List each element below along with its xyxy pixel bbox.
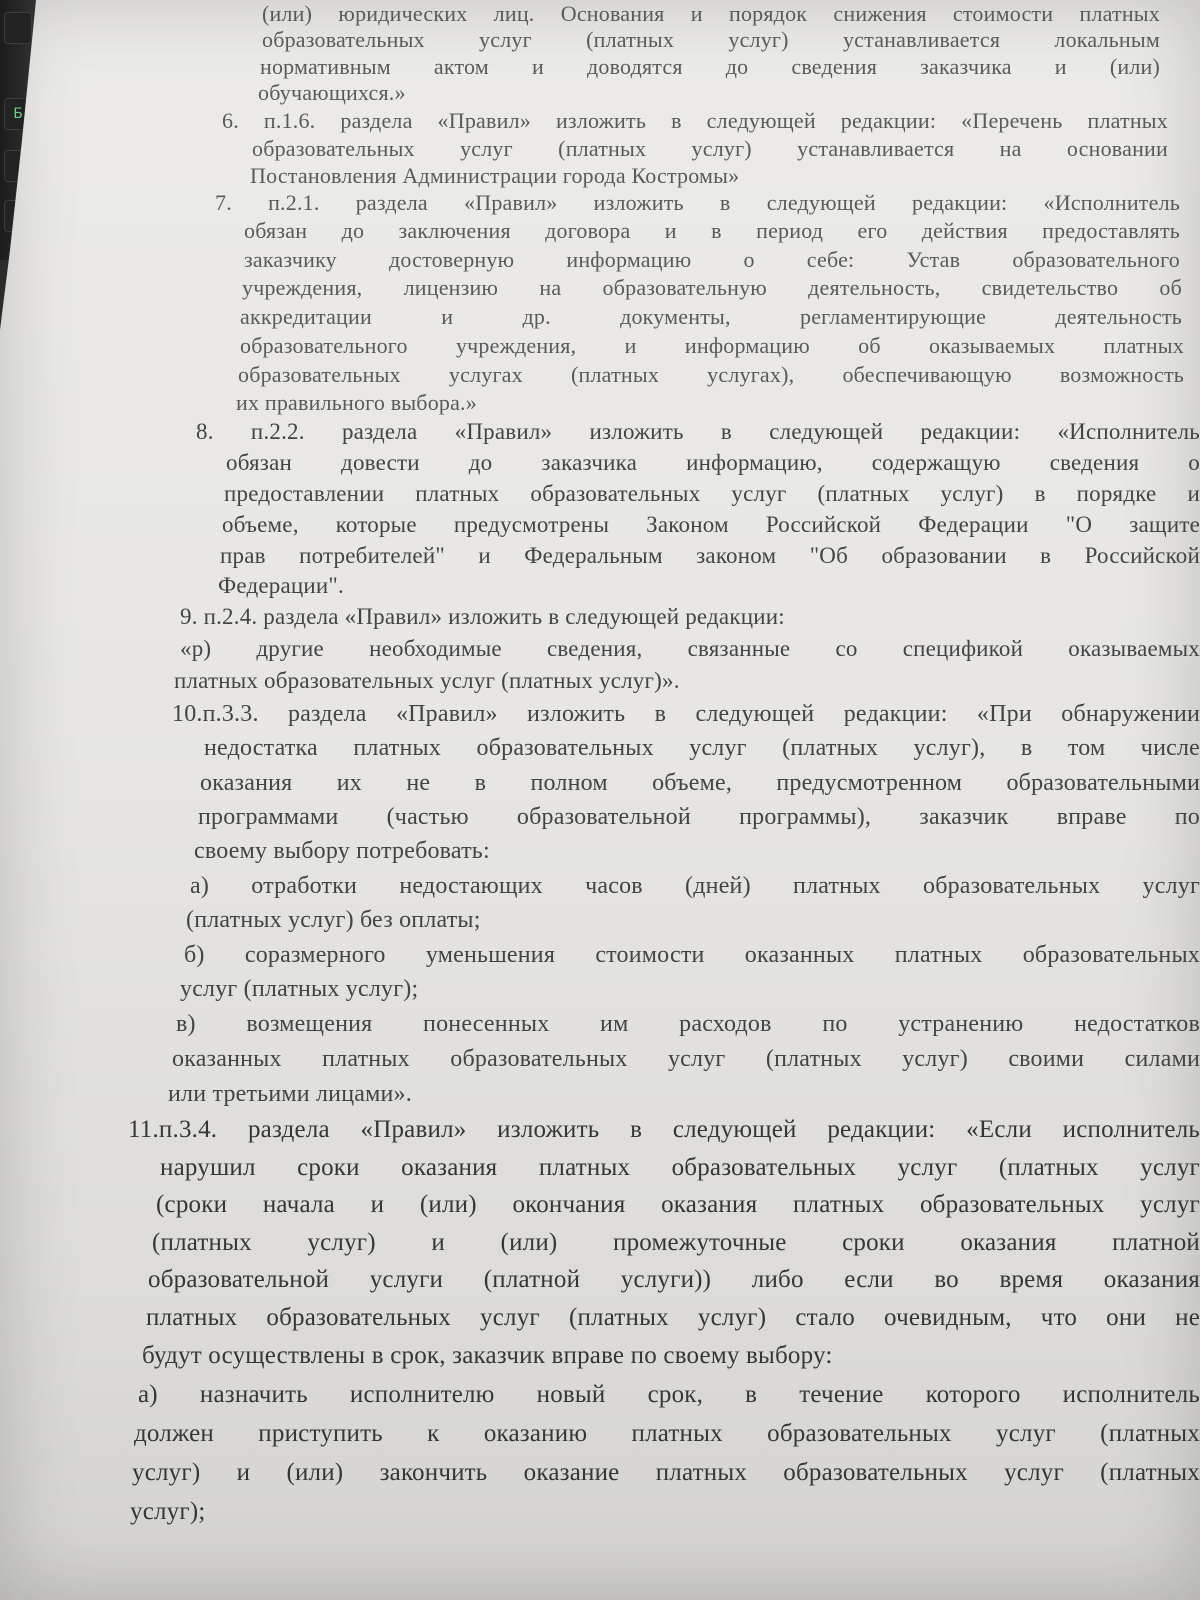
text-line: образовательной услуги (платной услуги)) либо если во время оказания [148, 1266, 1200, 1293]
text-line: б) соразмерного уменьшения стоимости оказанных платных образовательных [184, 942, 1200, 968]
text-line: «р) другие необходимые сведения, связанные со спецификой оказываемых [180, 636, 1200, 661]
text-line: обязан довести до заказчика информацию, содержащую сведения о [226, 450, 1200, 475]
text-line: 10.п.3.3. раздела «Правил» изложить в следующей редакции: «При обнаружении [172, 701, 1200, 727]
text-line: будут осуществлены в срок, заказчик вправе по своему выбору: [142, 1342, 833, 1369]
text-line: обязан до заключения договора и в период его действия предоставлять [244, 218, 1180, 243]
text-line: должен приступить к оказанию платных образовательных услуг (платных [134, 1420, 1200, 1447]
text-line: своему выбору потребовать: [194, 838, 490, 864]
text-line: 7. п.2.1. раздела «Правил» изложить в следующей редакции: «Исполнитель [215, 190, 1180, 215]
text-line: объеме, которые предусмотрены Законом Российской Федерации "О защите [222, 512, 1200, 537]
text-line: недостатка платных образовательных услуг (платных услуг), в том числе [204, 735, 1200, 761]
text-line: (или) юридических лиц. Основания и порядок снижения стоимости платных [262, 1, 1160, 26]
text-line: (платных услуг) без оплаты; [186, 907, 481, 933]
text-line: предоставлении платных образовательных услуг (платных услуг) в порядке и [224, 481, 1200, 506]
text-line: оказанных платных образовательных услуг (платных услуг) своими силами [172, 1046, 1200, 1072]
text-line: услуг) и (или) закончить оказание платных образовательных услуг (платных [132, 1459, 1200, 1486]
text-line: нарушил сроки оказания платных образовательных услуг (платных услуг [160, 1154, 1200, 1181]
text-line: (сроки начала и (или) окончания оказания платных образовательных услуг [156, 1191, 1200, 1218]
text-line: 9. п.2.4. раздела «Правил» изложить в следующей редакции: [180, 604, 785, 629]
text-line: услуг); [130, 1498, 206, 1525]
text-line: обучающихся.» [258, 80, 406, 105]
text-line: 6. п.1.6. раздела «Правил» изложить в следующей редакции: «Перечень платных [222, 108, 1168, 133]
text-line: 8. п.2.2. раздела «Правил» изложить в следующей редакции: «Исполнитель [196, 419, 1200, 444]
text-line: нормативным актом и доводятся до сведения заказчика и (или) [260, 54, 1160, 79]
text-line: Федерации". [218, 573, 344, 598]
text-line: (платных услуг) и (или) промежуточные сроки оказания платной [152, 1229, 1200, 1256]
text-line: услуг (платных услуг); [180, 976, 419, 1002]
text-line: а) отработки недостающих часов (дней) платных образовательных услуг [190, 873, 1200, 899]
keyboard-key-b: Б [4, 98, 32, 130]
text-line: образовательных услуг (платных услуг) устанавливается на основании [252, 136, 1168, 161]
text-line: прав потребителей" и Федеральным законом "Об образовании в Российской [220, 543, 1200, 568]
text-line: аккредитации и др. документы, регламентирующие деятельность [240, 304, 1182, 329]
text-line: учреждения, лицензию на образовательную деятельность, свидетельство об [242, 275, 1182, 300]
text-line: заказчику достоверную информацию о себе: Устав образовательного [244, 247, 1180, 272]
text-line: образовательных услуг (платных услуг) устанавливается локальным [262, 27, 1160, 52]
text-line: платных образовательных услуг (платных услуг)». [174, 668, 680, 693]
text-line: образовательного учреждения, и информацию об оказываемых платных [240, 333, 1184, 358]
text-line: а) назначить исполнителю новый срок, в течение которого исполнитель [138, 1381, 1200, 1408]
text-line: платных образовательных услуг (платных услуг) стало очевидным, что они не [146, 1304, 1200, 1331]
text-line: в) возмещения понесенных им расходов по устранению недостатков [176, 1011, 1200, 1037]
text-line: Постановления Администрации города Костромы» [250, 163, 740, 188]
text-line: или третьими лицами». [168, 1081, 412, 1107]
text-line: образовательных услугах (платных услугах), обеспечивающую возможность [238, 362, 1184, 387]
text-line: оказания их не в полном объеме, предусмотренном образовательными [200, 770, 1200, 796]
text-line: программами (частью образовательной программы), заказчик вправе по [198, 804, 1200, 830]
text-line: 11.п.3.4. раздела «Правил» изложить в следующей редакции: «Если исполнитель [128, 1116, 1200, 1143]
text-line: их правильного выбора.» [236, 390, 477, 415]
